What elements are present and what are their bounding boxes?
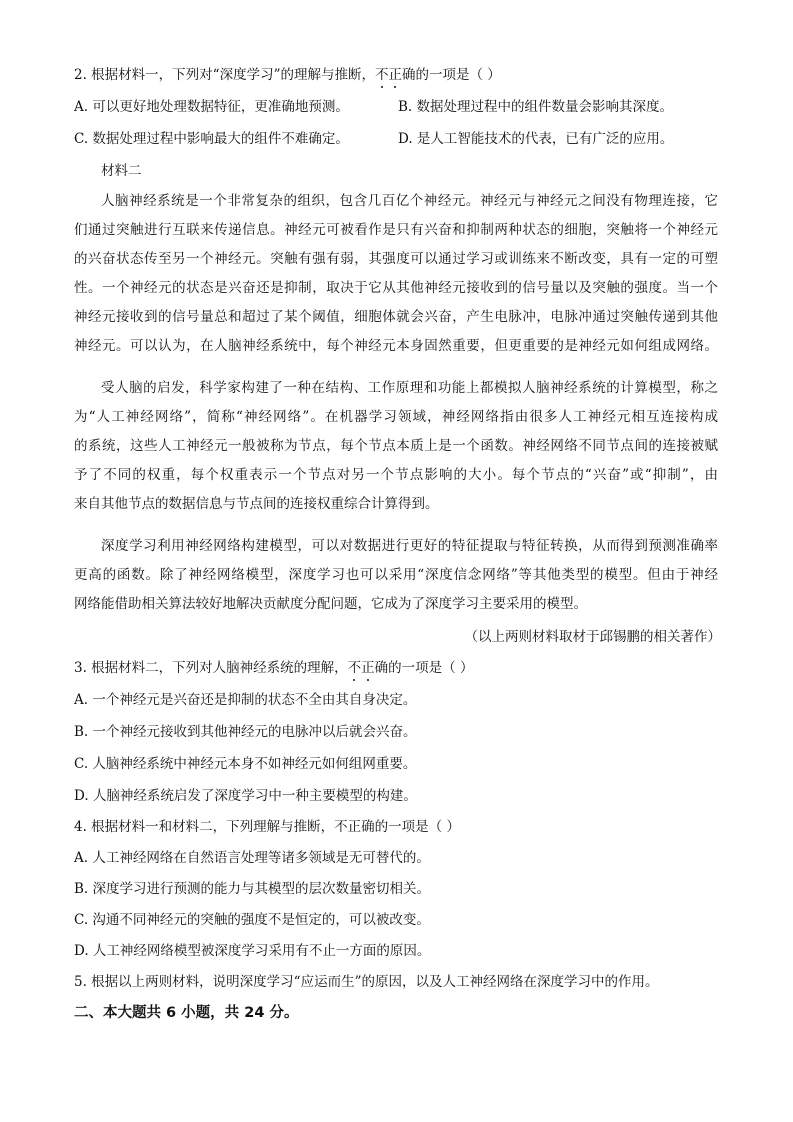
q4-option-c: C. 沟通不同神经元的突触的强度不是恒定的，可以被改变。 (74, 912, 430, 928)
material2-paragraph-3 (74, 537, 718, 624)
q2-option-c: C. 数据处理过程中影响最大的组件不难确定。 (74, 131, 349, 147)
q3-stem-tail: 确的一项是（ ） (374, 660, 474, 676)
p3-line: 深度学习利用神经网络构建模型，可以对数据进行更好的特征提取与特征转换，从而得到预测准确率 (101, 538, 718, 554)
q4-option-b: B. 深度学习进行预测的能力与其模型的层次数量密切相关。 (74, 881, 431, 897)
p1-line: 们通过突触进行互联来传递信息。神经元可被看作是只有兴奋和抑制两种状态的细胞，突触将一个神经元 (74, 222, 718, 238)
q3-option-d: D. 人脑神经系统启发了深度学习中一种主要模型的构建。 (74, 788, 417, 804)
material2-heading: 材料二 (101, 163, 142, 179)
p3-line: 网络能借助相关算法较好地解决贡献度分配问题，它成为了深度学习主要采用的模型。 (74, 596, 587, 612)
material-source: （以上两则材料取材于邱锡鹏的相关著作） (464, 629, 721, 645)
material2-paragraph-1 (74, 192, 718, 366)
q2-stem-text: 2. 根据材料一，下列对“深度学习”的理解与推断， (74, 67, 375, 83)
p3-line: 更高的函数。除了神经网络模型，深度学习也可以采用“深度信念网络”等其他类型的模型。但由于神经 (74, 567, 718, 583)
q3-emphasis-1: 不 (347, 660, 362, 676)
q3-option-a: A. 一个神经元是兴奋还是抑制的状态不全由其自身决定。 (74, 692, 417, 708)
q2-option-b: B. 数据处理过程中的组件数量会影响其深度。 (398, 99, 674, 115)
p1-line: 神经元接收到的信号量总和超过了某个阈值，细胞体就会兴奋，产生电脉冲，电脉冲通过突触传递到其他 (74, 309, 718, 325)
q2-emphasis-2: 正 (388, 67, 402, 83)
section-2-title: 二、本大题共 6 小题，共 24 分。 (74, 1005, 299, 1021)
p2-line: 受人脑的启发，科学家构建了一种在结构、工作原理和功能上都模拟人脑神经系统的计算模型，称之 (101, 380, 718, 396)
p2-line: 予了不同的权重，每个权重表示一个节点对另一个节点影响的大小。每个节点的“兴奋”或“抑制”，由 (74, 467, 718, 483)
q3-stem-text: 3. 根据材料二，下列对人脑神经系统的理解， (74, 660, 348, 676)
q2-stem-tail: 确的一项是（ ） (401, 67, 501, 83)
q4-stem: 4. 根据材料一和材料二，下列理解与推断，不正确的一项是（ ） (74, 819, 460, 835)
p1-line: 性。一个神经元的状态是兴奋还是抑制，取决于它从其他神经元接收到的信号量以及突触的强度。当一个 (74, 280, 718, 296)
p1-line: 人脑神经系统是一个非常复杂的组织，包含几百亿个神经元。神经元与神经元之间没有物理连接，它 (101, 193, 718, 209)
q4-option-d: D. 人工神经网络模型被深度学习采用有不止一方面的原因。 (74, 943, 431, 959)
q3-stem (74, 659, 473, 677)
material2-paragraph-2 (74, 379, 718, 524)
q4-option-a: A. 人工神经网络在自然语言处理等诸多领域是无可替代的。 (74, 850, 430, 866)
q2-option-d: D. 是人工智能技术的代表，已有广泛的应用。 (398, 131, 674, 147)
p2-line: 为“人工神经网络”，简称“神经网络”。在机器学习领域，神经网络指由很多人工神经元相互连接构成 (74, 409, 718, 425)
q3-option-c: C. 人脑神经系统中神经元本身不如神经元如何组网重要。 (74, 756, 417, 772)
q5-stem: 5. 根据以上两则材料，说明深度学习“应运而生”的原因，以及人工神经网络在深度学习中的作用。 (74, 974, 659, 990)
q3-option-b: B. 一个神经元接收到其他神经元的电脉冲以后就会兴奋。 (74, 724, 417, 740)
p1-line: 神经元。可以认为，在人脑神经系统中，每个神经元本身固然重要，但更重要的是神经元如何组成网络。 (74, 338, 718, 354)
p1-line: 的兴奋状态传至另一个神经元。突触有强有弱，其强度可以通过学习或训练来不断改变，具有一定的可塑 (74, 251, 718, 267)
q3-emphasis-2: 正 (361, 660, 375, 676)
q2-option-a: A. 可以更好地处理数据特征，更准确地预测。 (74, 99, 349, 115)
p2-line: 的系统，这些人工神经元一般被称为节点，每个节点本质上是一个函数。神经网络不同节点间的连接被赋 (74, 438, 718, 454)
p2-line: 来自其他节点的数据信息与节点间的连接权重综合计算得到。 (74, 496, 439, 512)
q2-stem (74, 66, 501, 84)
q2-emphasis-1: 不 (374, 67, 389, 83)
